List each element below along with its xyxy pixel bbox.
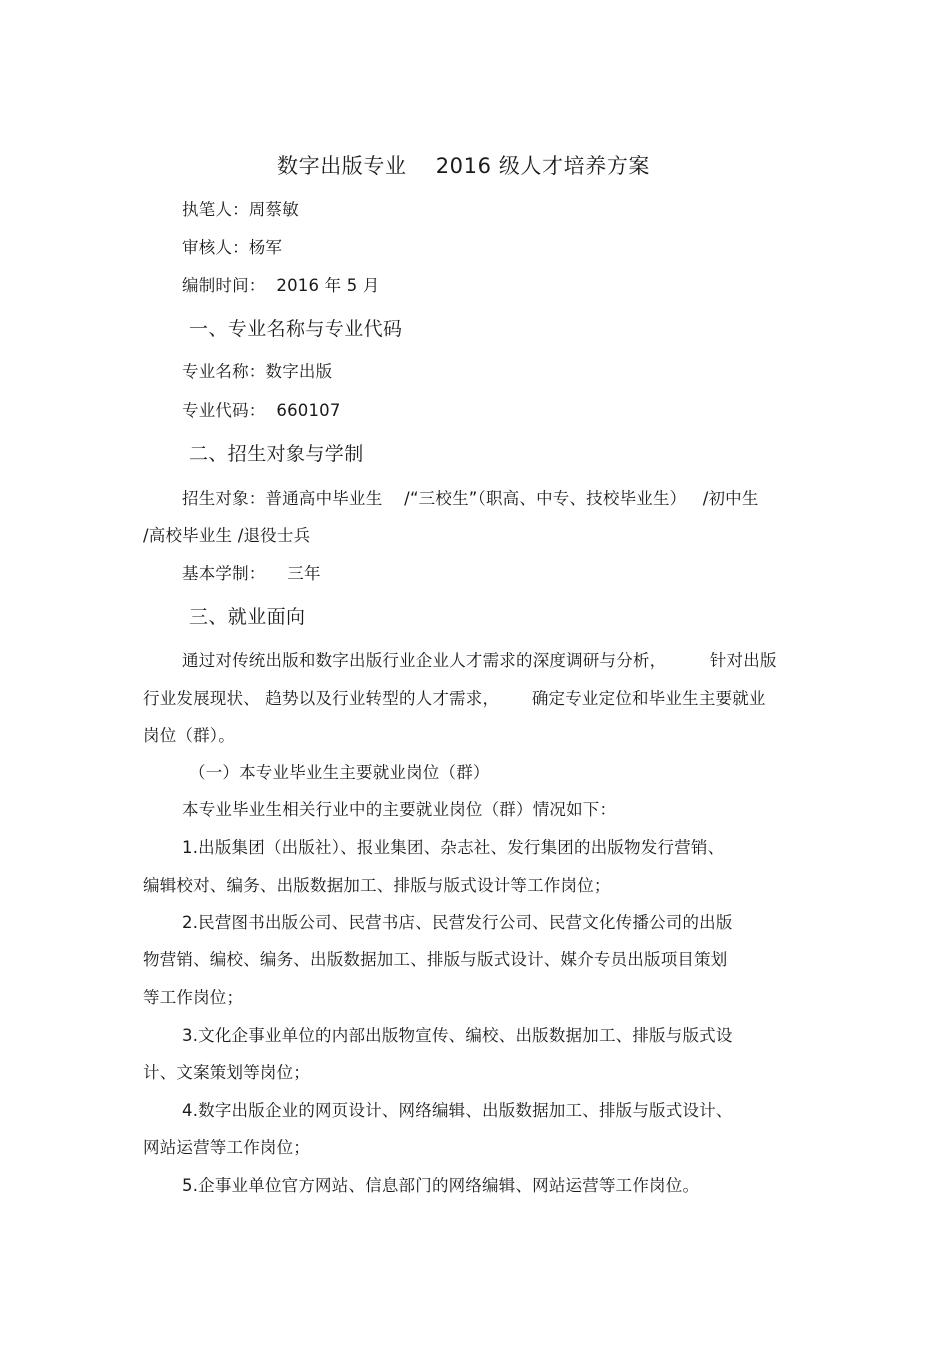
major-name-line: 专业名称：数字出版: [182, 362, 333, 381]
section3-heading: 三、就业面向: [189, 606, 306, 628]
author-line: 执笔人：周蔡敏: [182, 200, 299, 219]
job-item-2-line-1: 2.民营图书出版公司、民营书店、民营发行公司、民营文化传播公司的出版: [182, 913, 733, 932]
job-item-4-line-2: 网站运营等工作岗位；: [143, 1138, 310, 1157]
duration-line: 基本学制： 三年: [182, 564, 321, 583]
job-item-1-line-1: 1.出版集团（出版社）、报业集团、杂志社、发行集团的出版物发行营销、: [182, 838, 725, 857]
section2-heading: 二、招生对象与学制: [189, 443, 364, 465]
employment-intro-line-3: 岗位（群）。: [143, 726, 235, 745]
job-item-2-line-3: 等工作岗位；: [143, 988, 244, 1007]
major-code-line: 专业代码： 660107: [182, 401, 341, 420]
document-title: 数字出版专业 2016 级人才培养方案: [277, 154, 651, 178]
job-item-3-line-2: 计、文案策划等岗位；: [143, 1063, 310, 1082]
subsection1-intro: 本专业毕业生相关行业中的主要就业岗位（群）情况如下：: [182, 800, 617, 819]
subsection1-heading: （一）本专业毕业生主要就业岗位（群）: [189, 763, 490, 782]
job-item-3-line-1: 3.文化企事业单位的内部出版物宣传、编校、出版数据加工、排版与版式设: [182, 1026, 733, 1045]
section1-heading: 一、专业名称与专业代码: [189, 318, 403, 340]
job-item-5-line-1: 5.企事业单位官方网站、信息部门的网络编辑、网站运营等工作岗位。: [182, 1176, 700, 1195]
employment-intro-line-1: 通过对传统出版和数字出版行业企业人才需求的深度调研与分析， 针对出版: [182, 651, 777, 670]
job-item-4-line-1: 4.数字出版企业的网页设计、网络编辑、出版数据加工、排版与版式设计、: [182, 1101, 733, 1120]
job-item-2-line-2: 物营销、编校、编务、出版数据加工、排版与版式设计、媒介专员出版项目策划: [143, 950, 728, 969]
enrollment-target-line-1: 招生对象：普通高中毕业生 /“三校生”（职高、中专、技校毕业生） /初中生: [182, 489, 759, 508]
enrollment-target-line-2: /高校毕业生 /退役士兵: [143, 526, 311, 545]
date-line: 编制时间： 2016 年 5 月: [182, 276, 380, 295]
job-item-1-line-2: 编辑校对、编务、出版数据加工、排版与版式设计等工作岗位；: [143, 876, 611, 895]
reviewer-line: 审核人：杨军: [182, 238, 283, 257]
employment-intro-line-2: 行业发展现状、 趋势以及行业转型的人才需求， 确定专业定位和毕业生主要就业: [143, 689, 766, 708]
